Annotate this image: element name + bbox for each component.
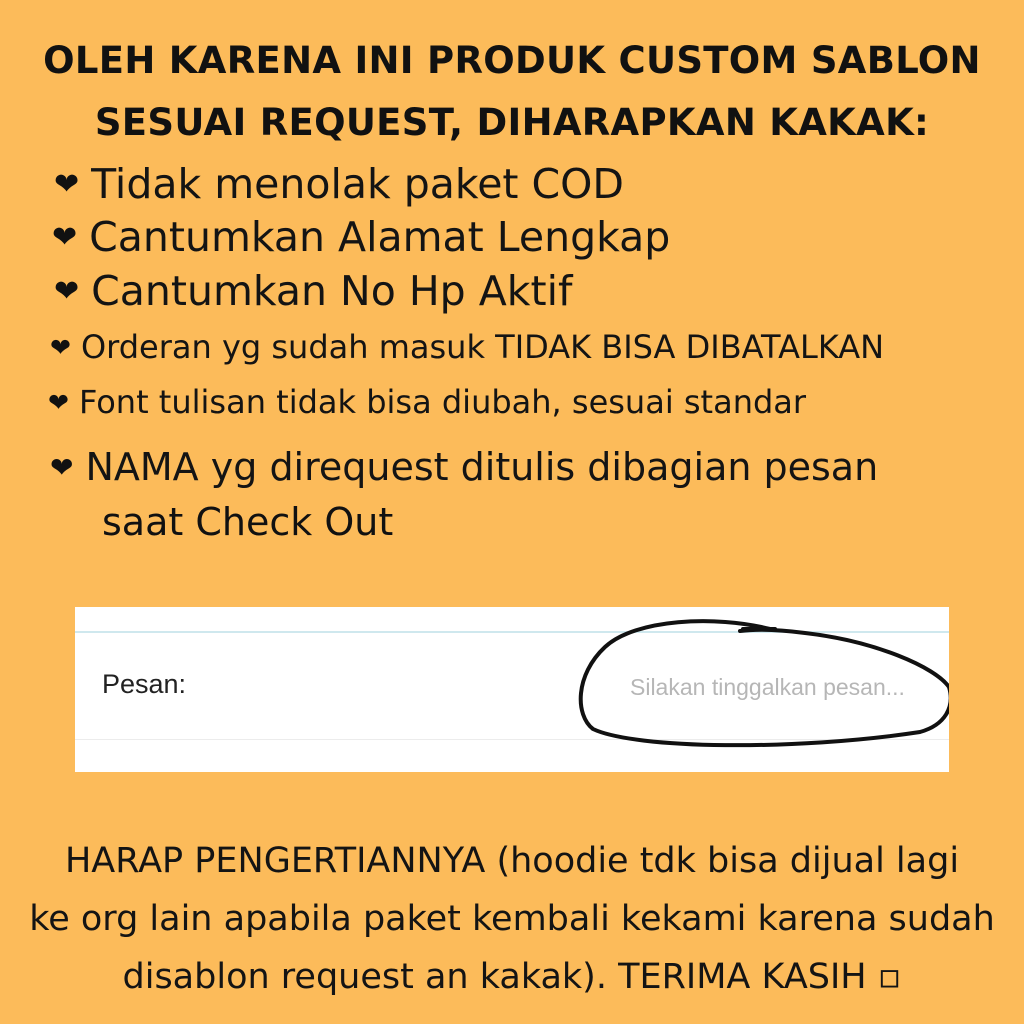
- rule-text: Cantumkan No Hp Aktif: [91, 267, 573, 315]
- heart-icon: ❤: [50, 450, 74, 484]
- rule-item-cod: [54, 160, 624, 208]
- rule-text: NAMA yg direquest ditulis dibagian pesan: [85, 445, 879, 489]
- message-input[interactable]: [625, 669, 949, 705]
- rule-item-no-cancel: [50, 328, 884, 366]
- heart-icon: ❤: [48, 387, 69, 417]
- message-label: Pesan:: [102, 669, 187, 699]
- rule-item-font: [48, 383, 806, 421]
- rule-item-phone: [54, 267, 572, 315]
- rule-item-name-message: [50, 445, 878, 489]
- footer-line-2: ke org lain apabila paket kembali kekami karena sudah: [29, 899, 995, 939]
- footer-line-3: disablon request an kakak). TERIMA KASIH ▫: [122, 957, 902, 997]
- heading-line-1: OLEH KARENA INI PRODUK CUSTOM SABLON: [43, 39, 981, 82]
- heart-icon: ❤: [54, 273, 80, 309]
- rule-text: Font tulisan tidak bisa diubah, sesuai standar: [78, 383, 807, 421]
- heart-icon: ❤: [54, 166, 80, 202]
- divider: [75, 631, 949, 633]
- rule-text: Orderan yg sudah masuk TIDAK BISA DIBATALKAN: [80, 328, 885, 366]
- footer-line-1: HARAP PENGERTIANNYA (hoodie tdk bisa dijual lagi: [64, 841, 960, 881]
- message-field-screenshot: [75, 607, 949, 772]
- rule-text: Tidak menolak paket COD: [91, 160, 625, 208]
- divider: [75, 739, 949, 740]
- heading-line-2: SESUAI REQUEST, DIHARAPKAN KAKAK:: [94, 101, 930, 144]
- rule-item-address: [52, 213, 670, 261]
- rule-text-continuation: saat Check Out: [102, 500, 394, 544]
- heart-icon: ❤: [50, 332, 71, 362]
- rule-text: Cantumkan Alamat Lengkap: [89, 213, 671, 261]
- heart-icon: ❤: [52, 219, 78, 255]
